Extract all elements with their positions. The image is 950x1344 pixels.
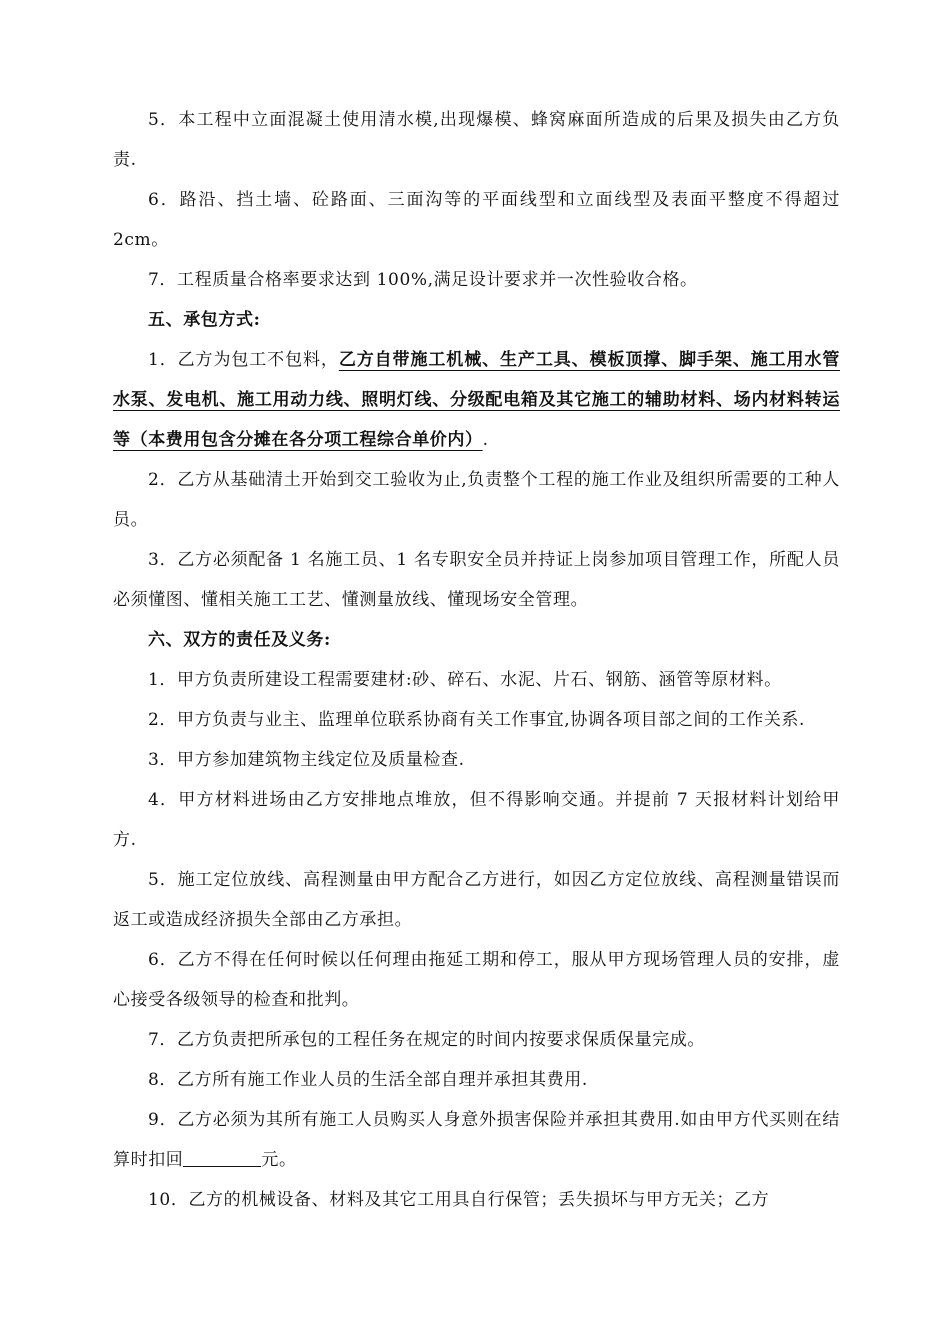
duty-clause-10 bbox=[113, 1180, 840, 1220]
duty-clause-6 bbox=[113, 940, 840, 1020]
clause-6 bbox=[113, 180, 840, 260]
clause-text: 乙方必须配备 1 名施工员、1 名专职安全员并持证上岗参加项目管理工作，所配人员必须懂图、懂相关施工工艺、懂测量放线、懂现场安全管理。 bbox=[113, 550, 840, 610]
duty-clause-8 bbox=[113, 1060, 840, 1100]
clause-text: 甲方负责所建设工程需要建材:砂、碎石、水泥、片石、钢筋、涵管等原材料。 bbox=[177, 670, 782, 690]
clause-text-end: . bbox=[482, 430, 489, 450]
clause-number: 1． bbox=[148, 350, 178, 370]
clause-number: 5． bbox=[148, 110, 179, 130]
section-heading-responsibilities: 六、双方的责任及义务: bbox=[148, 630, 331, 650]
clause-number: 3． bbox=[148, 550, 178, 570]
clause-7 bbox=[113, 260, 840, 300]
clause-text: 乙方从基础清土开始到交工验收为止,负责整个工程的施工作业及组织所需要的工种人员。 bbox=[113, 470, 840, 530]
clause-number: 10． bbox=[148, 1190, 189, 1210]
clause-number: 3． bbox=[148, 750, 178, 770]
clause-number: 2． bbox=[148, 710, 178, 730]
duty-clause-1 bbox=[113, 660, 840, 700]
clause-number: 2． bbox=[148, 470, 178, 490]
clause-number: 7． bbox=[148, 270, 178, 290]
clause-number: 8． bbox=[148, 1070, 178, 1090]
clause-5 bbox=[113, 100, 840, 180]
clause-number: 1． bbox=[148, 670, 178, 690]
clause-text: 乙方的机械设备、材料及其它工用具自行保管；丢失损坏与甲方无关；乙方 bbox=[188, 1190, 770, 1210]
clause-text-end: 元。 bbox=[261, 1150, 297, 1170]
clause-text: 甲方材料进场由乙方安排地点堆放，但不得影响交通。并提前 7 天报材料计划给甲方. bbox=[113, 790, 840, 850]
clause-emphasis-text: 乙方自带施工机械、生产工具、模板顶撑、脚手架、施工用水管水泵、发电机、施工用动力线、照明灯线、分级配电箱及其它施工的辅助材料、场内材料转运等（本费用包含分摊在各分项工程综合单价内） bbox=[113, 350, 840, 450]
duty-clause-3 bbox=[113, 740, 840, 780]
clause-number: 6． bbox=[148, 190, 180, 210]
clause-text: 乙方负责把所承包的工程任务在规定的时间内按要求保质保量完成。 bbox=[177, 1030, 706, 1050]
contract-clause-2 bbox=[113, 460, 840, 540]
clause-text: 乙方必须为其所有施工人员购买人身意外损害保险并承担其费用.如由甲方代买则在结算时扣回 bbox=[113, 1110, 840, 1170]
clause-text: 路沿、挡土墙、砼路面、三面沟等的平面线型和立面线型及表面平整度不得超过 2cm。 bbox=[113, 190, 840, 250]
clause-text: 本工程中立面混凝土使用清水模,出现爆模、蜂窝麻面所造成的后果及损失由乙方负责. bbox=[113, 110, 840, 170]
clause-text: 乙方所有施工作业人员的生活全部自理并承担其费用. bbox=[177, 1070, 588, 1090]
section-heading-contract-method: 五、承包方式: bbox=[148, 310, 261, 330]
clause-text: 乙方为包工不包料， bbox=[177, 350, 339, 370]
clause-text: 乙方不得在任何时候以任何理由拖延工期和停工，服从甲方现场管理人员的安排，虚心接受各级领导的检查和批判。 bbox=[113, 950, 840, 1010]
contract-clause-1 bbox=[113, 340, 840, 460]
clause-number: 9． bbox=[148, 1110, 178, 1130]
clause-text: 甲方负责与业主、监理单位联系协商有关工作事宜,协调各项目部之间的工作关系. bbox=[177, 710, 806, 730]
contract-clause-3 bbox=[113, 540, 840, 620]
clause-text: 施工定位放线、高程测量由甲方配合乙方进行，如因乙方定位放线、高程测量错误而返工或造成经济损失全部由乙方承担。 bbox=[113, 870, 840, 930]
duty-clause-4 bbox=[113, 780, 840, 860]
duty-clause-5 bbox=[113, 860, 840, 940]
amount-blank bbox=[183, 1150, 261, 1167]
clause-text: 工程质量合格率要求达到 100%,满足设计要求并一次性验收合格。 bbox=[177, 270, 698, 290]
duty-clause-2 bbox=[113, 700, 840, 740]
clause-number: 6． bbox=[148, 950, 178, 970]
duty-clause-7 bbox=[113, 1020, 840, 1060]
duty-clause-9 bbox=[113, 1100, 840, 1180]
clause-text: 甲方参加建筑物主线定位及质量检查. bbox=[177, 750, 465, 770]
clause-number: 5． bbox=[148, 870, 178, 890]
document-page bbox=[113, 100, 840, 1220]
clause-number: 7． bbox=[148, 1030, 178, 1050]
clause-number: 4． bbox=[148, 790, 179, 810]
